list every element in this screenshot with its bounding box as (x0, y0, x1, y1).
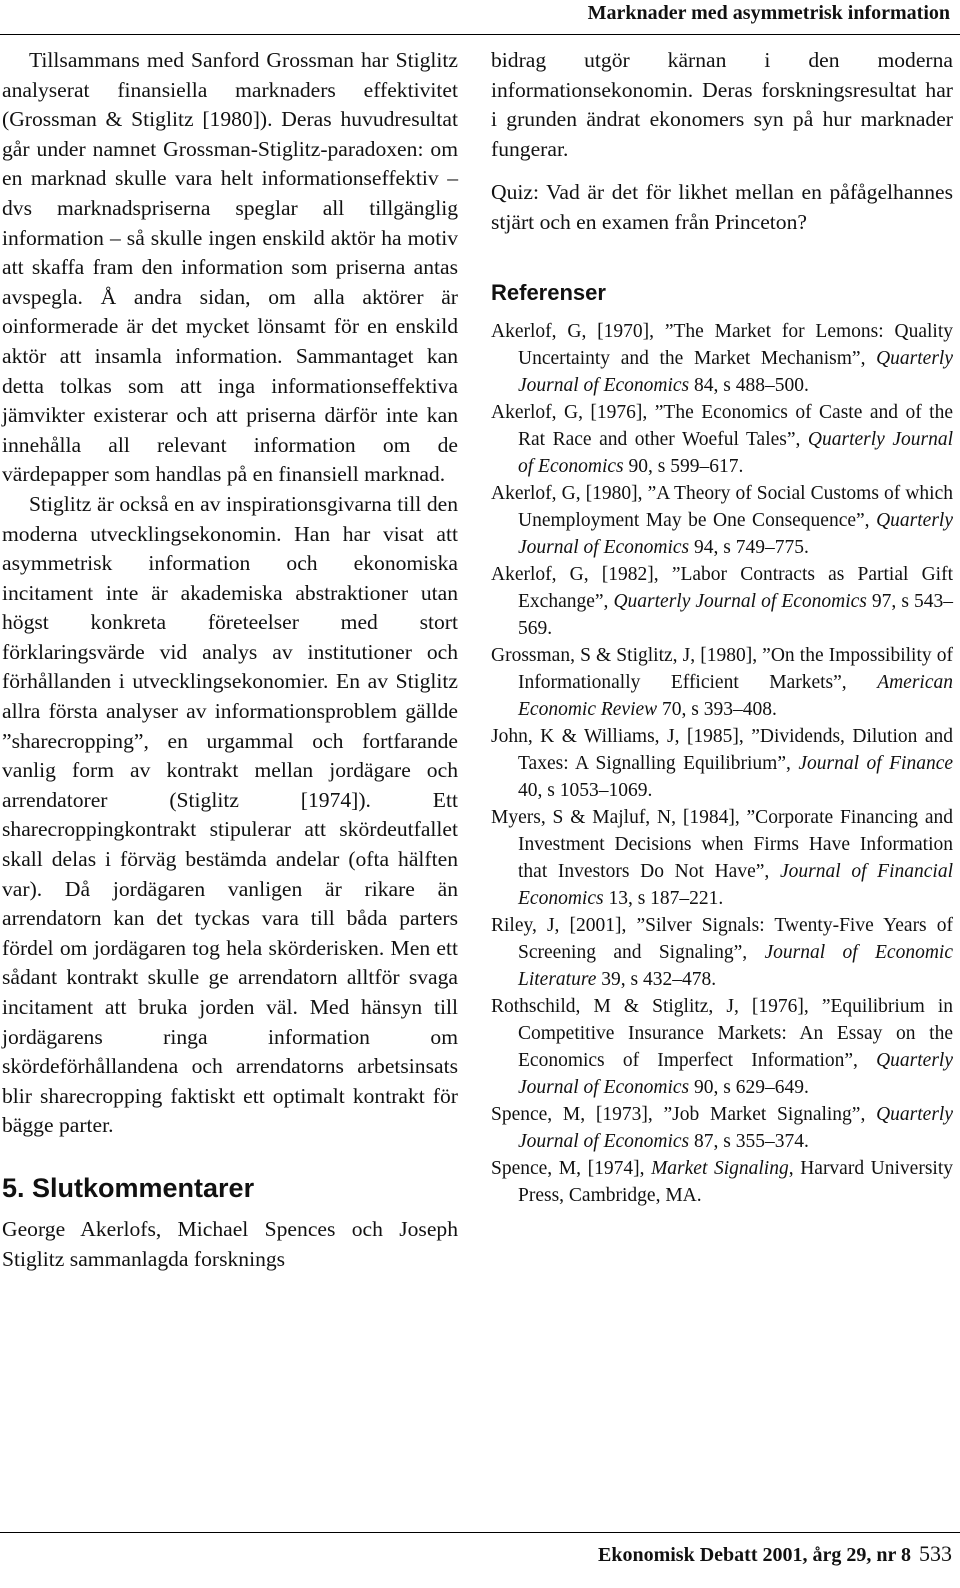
reference-item (491, 318, 953, 399)
reference-text: Rothschild, M & Stiglitz, J, [1976], ”Equilibrium in Competitive Insurance Markets: An Essay on the Economics of Imperfect Information”, (491, 995, 953, 1071)
quiz-text: Quiz: Vad är det för likhet mellan en påfågelhannes stjärt och en examen från Princeton? (491, 180, 953, 234)
reference-item (491, 480, 953, 561)
reference-journal: Quarterly Journal of Economics (518, 1103, 953, 1152)
reference-text: Akerlof, G, [1970], ”The Market for Lemons: Quality Uncertainty and the Market Mechanism”, (491, 320, 953, 369)
reference-text: Akerlof, G, [1982], ”Labor Contracts as Partial Gift Exchange”, (491, 563, 953, 612)
reference-text: Akerlof, G, [1980], ”A Theory of Social Customs of which Unemployment May be One Consequence”, (491, 482, 953, 531)
reference-text: Spence, M, [1974], (491, 1157, 652, 1179)
reference-item (491, 1155, 953, 1209)
reference-volume-pages: 87, s 355–374. (689, 1130, 809, 1152)
reference-item (491, 993, 953, 1101)
reference-item (491, 912, 953, 993)
reference-text: Riley, J, [2001], ”Silver Signals: Twenty-Five Years of Screening and Signaling”, (491, 914, 953, 963)
reference-item (491, 1101, 953, 1155)
reference-volume-pages: 97, s 543–569. (518, 590, 953, 639)
references-heading: Referenser (491, 279, 606, 305)
paragraph-closing (2, 1215, 458, 1274)
reference-volume-pages: 40, s 1053–1069. (518, 779, 653, 801)
reference-journal: American Economic Review (518, 671, 953, 720)
reference-volume-pages: 90, s 629–649. (689, 1076, 809, 1098)
header-rule (0, 34, 960, 35)
reference-journal: Quarterly Journal of Economics (613, 590, 867, 612)
reference-journal: Journal of Finance (798, 752, 954, 774)
reference-item (491, 561, 953, 642)
paragraph-development-economics: Stiglitz är också en av inspirationsgivarna till den moderna utvecklingsekonomin. Han har visat att asymmetrisk information och ekonomiska incitament inte är akademiska abstraktioner utan högst konkreta företeelser med stort förklaringsvärde vid analys av institutioner och förhållanden i utvecklingsekonomier. En av Stiglitz allra första analyser av informationsproblem gällde ”sharecropping”, en urgammal och fortfarande vanlig form av kontrakt mellan jordägare och arrendatorer (Stiglitz [1974]). Ett sharecroppingkontrakt stipulerar att skördeutfallet skall delas i förväg bestämda andelar (ofta hälften var). Då jordägaren vanligen är rikare än arrendatorn kan det tyckas vara till båda parters fördel om jordägaren tog hela skörderisken. Men ett sådant kontrakt skulle ge arrendatorn alltför svaga incitament att bruka jorden väl. Med hänsyn till jordägarens ringa information om skördeförhållandena och arrendatorns arbetsinsats blir sharecropping faktiskt ett optimalt kontrakt för bägge parter. (2, 491, 458, 1138)
reference-text: Spence, M, [1973], ”Job Market Signaling”, (491, 1103, 877, 1125)
reference-volume-pages: 84, s 488–500. (689, 374, 809, 396)
reference-journal: Quarterly Journal of Economics (518, 509, 953, 558)
reference-journal: Quarterly Journal of Economics (518, 428, 953, 477)
reference-volume-pages: 13, s 187–221. (603, 887, 724, 909)
reference-text: Akerlof, G, [1976], ”The Economics of Caste and of the Rat Race and other Woeful Tales”, (491, 401, 953, 450)
reference-item (491, 642, 953, 723)
running-header: Marknader med asymmetrisk information (587, 2, 950, 24)
left-column (2, 46, 458, 1274)
reference-volume-pages: 70, s 393–408. (657, 698, 777, 720)
reference-item (491, 399, 953, 480)
right-column (491, 46, 953, 1209)
reference-text: Grossman, S & Stiglitz, J, [1980], ”On the Impossibility of Informationally Efficient Markets”, (491, 644, 953, 693)
reference-journal: Market Signaling (651, 1157, 789, 1179)
reference-journal: Quarterly Journal of Economics (518, 347, 953, 396)
page-number: 533 (919, 1541, 952, 1566)
footer-journal: Ekonomisk Debatt 2001, årg 29, nr 8 (598, 1544, 911, 1566)
reference-journal: Quarterly Journal of Economics (518, 1049, 953, 1098)
footer-rule (0, 1532, 960, 1533)
reference-volume-pages: 39, s 432–478. (596, 968, 717, 990)
paragraph-grossman-stiglitz: Tillsammans med Sanford Grossman har Stiglitz analyserat finansiella marknaders effektivitet (Grossman & Stiglitz [1980]). Deras huvudresultat går under namnet Grossman-Stiglitz-paradoxen: om en marknad skulle vara helt informationseffektiv – dvs marknadspriserna speglar all tillgänglig information – så skulle ingen enskild aktör ha motiv att skaffa fram den information som priserna antas avspegla. Å andra sidan, om alla aktörer är oinformerade är det mycket lönsamt för en enskild aktör att insamla information. Sammantaget kan detta tolkas som att inga informationseffektiva jämvikter existerar och att priserna därför inte kan innehålla all relevant information om de värdepapper som handlas på en finansiell marknad. (2, 48, 458, 487)
reference-volume-pages: 94, s 749–775. (689, 536, 809, 558)
reference-text: John, K & Williams, J, [1985], ”Dividends, Dilution and Taxes: A Signalling Equilibrium”, (491, 725, 953, 774)
paragraph-closing-continued: bidrag utgör kärnan i den moderna informationsekonomin. Deras forskningsresultat har i grunden ändrat ekonomers syn på hur marknader fungerar. (491, 48, 953, 161)
reference-item (491, 723, 953, 804)
section-heading-slutkommentarer: 5. Slutkommentarer (2, 1172, 255, 1203)
closing-text-start: George Akerlofs, Michael Spences och Joseph Stiglitz sammanlagda forsknings (2, 1216, 458, 1271)
reference-journal: Journal of Economic Literature (518, 941, 953, 990)
footer (598, 1541, 952, 1567)
reference-text: Myers, S & Majluf, N, [1984], ”Corporate Financing and Investment Decisions when Firms Have Information that Investors Do Not Have”, (491, 806, 953, 882)
reference-journal: Journal of Financial Economics (518, 860, 954, 909)
reference-item (491, 804, 953, 912)
reference-list (491, 318, 953, 1209)
reference-volume-pages: , Harvard University Press, Cambridge, MA. (518, 1157, 954, 1206)
reference-volume-pages: 90, s 599–617. (623, 455, 744, 477)
